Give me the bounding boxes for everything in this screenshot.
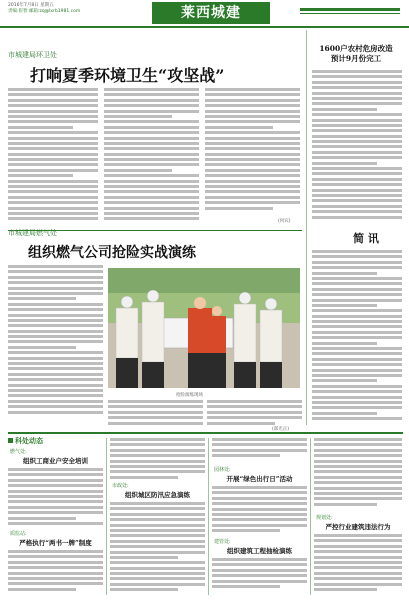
bottom-item-kicker: 园林处:: [214, 467, 231, 473]
jianxun-title: 简 讯: [353, 232, 379, 245]
right-headline-line1: 1600户农村危房改造: [319, 44, 393, 53]
bottom-item-title: 开展“绿色出行日”活动: [226, 475, 293, 483]
photo-caption: 抢险演练现场: [176, 393, 203, 398]
article1-column-2: [104, 88, 199, 223]
article2-kicker: 市城建局燃气处: [8, 229, 57, 237]
article1-kicker: 市城建局环卫处: [8, 51, 57, 59]
bottom-col4-body: [314, 438, 402, 510]
masthead: [0, 0, 409, 28]
bottom-item-body: [110, 502, 205, 595]
masthead-rule: [300, 8, 400, 11]
right-headline-line2: 预计9月份完工: [330, 54, 382, 63]
article2-column-2: [108, 400, 203, 430]
article1-column-3: [205, 88, 300, 223]
editor-info: 责编:崔智 邮箱:zq@lxrb1981.com: [8, 9, 81, 14]
issue-date: 2016年7月8日 星期五: [8, 3, 54, 8]
page-meta: [8, 3, 133, 15]
article2-headline: 组织燃气公司抢险实战演练: [28, 245, 196, 261]
bottom-item-kicker: 规划处:: [316, 515, 333, 521]
drill-photo: [108, 268, 300, 388]
bottom-item-kicker: 燃气处:: [10, 449, 27, 455]
article1-column-1: [8, 88, 98, 223]
article2-column-1: [8, 265, 103, 415]
article2-author: (郑光正): [272, 427, 290, 432]
bottom-item-title: 严格执行“两书一牌”制度: [19, 539, 92, 547]
bottom-item-title: 严控行业建筑违法行为: [325, 523, 391, 531]
bottom-item-kicker: 市政处:: [112, 483, 129, 489]
bottom-item-title: 组织工商业户安全培训: [23, 457, 88, 465]
article1-headline: 打响夏季环境卫生“攻坚战”: [30, 66, 225, 85]
column-divider: [106, 438, 107, 595]
masthead-rule-thin: [300, 13, 400, 14]
bottom-item-kicker: 建管处:: [214, 539, 231, 545]
column-divider: [310, 438, 311, 595]
article1-author: (何宾): [278, 219, 291, 224]
right-article-body: [312, 70, 402, 220]
bottom-col3-body: [212, 438, 307, 462]
bottom-item-title: 组织建筑工程抽检演练: [227, 547, 292, 555]
bottom-item-body: [8, 550, 103, 595]
bottom-section-label: 科处动态: [8, 436, 43, 446]
jianxun-body: [312, 250, 402, 425]
bottom-item-kicker: 质监站:: [10, 531, 27, 537]
column-divider: [208, 438, 209, 595]
bottom-item-title: 组织城区防汛应急演练: [125, 491, 190, 499]
right-headline: [310, 44, 402, 64]
bottom-item-body: [212, 486, 307, 534]
bottom-rule: [8, 432, 403, 434]
bottom-item-body: [8, 468, 103, 528]
bottom-item-body: [314, 534, 402, 595]
drill-photo-illustration: [108, 268, 300, 388]
bottom-item-body: [212, 558, 307, 595]
column-divider: [306, 30, 307, 425]
section-title: 莱西城建: [152, 2, 270, 24]
bottom-col2-body: [110, 438, 205, 480]
